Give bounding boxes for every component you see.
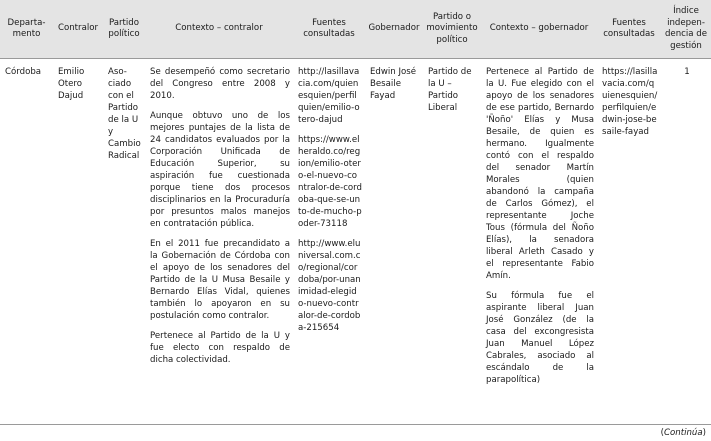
header-fuentes-contralor: Fuentes consultadas [293,0,365,59]
cell-partido-gobernador: Partido de la U – Partido Liberal [428,67,472,113]
header-gobernador: Gobernador [365,0,423,59]
cell-indice: 1 [684,67,690,77]
header-contexto-contralor: Contexto – contralor [145,0,293,59]
table-header [0,0,711,59]
continua-note: (Continúa) [660,428,706,438]
cell-fuentes-gobernador [597,59,661,423]
source-link[interactable]: http://lasillavacia.com/quienesquien/perfilquien/emilio-otero-dajud [298,67,360,125]
contexto-contralor-paragraph: En el 2011 fue precandidato a la Gobernación de Córdoba con el apoyo de los senadores del Partido de la U Musa Besaile y Bernardo Elías Vidal, quienes también lo apoyaron en su postulación como contralor. [150,239,290,321]
cell-partido-contralor: Aso-ciado con el Partido de la U y Cambio Radical [108,67,141,161]
cell-departamento: Córdoba [5,67,42,77]
contexto-gobernador-paragraph: Pertenece al Partido de la U. Fue elegido con el apoyo de los senadores de ese partido, Bernardo 'Ñoño' Elías y Musa Besaile, de quien es hermano. Igualmente contó con el respaldo del senador Martín Morales (quien abandonó la campaña de Carlos Gómez), el representante Joche Tous (fórmula del Ñoño Elías), la senadora liberal Arleth Casado y el representante Fabio Amín. [486,67,594,281]
header-partido-gobernador: Partido o movimiento político [423,0,481,59]
continua-label: Continúa [664,428,703,438]
contexto-gobernador-paragraph: Su fórmula fue el aspirante liberal Juan José González (de la casa del excongresista Juan Manuel López Cabrales, asociado al escándalo de la parapolítica) [486,291,594,385]
header-contralor: Contralor [53,0,103,59]
table-bottom-rule [0,424,711,425]
header-partido-contralor: Partido político [103,0,145,59]
cell-gobernador: Edwin José Besaile Fayad [370,67,417,101]
cell-fuentes-contralor [293,59,365,423]
cell-contexto-contralor [145,59,293,423]
contexto-contralor-paragraph: Pertenece al Partido de la U y fue electo con respaldo de dicha colectividad. [150,331,290,365]
header-contexto-gobernador: Contexto – gobernador [481,0,597,59]
source-link[interactable]: https://lasillavacia.com/quienesquien/perfilquien/edwin-jose-besaile-fayad [602,67,658,137]
header-indice: Índice indepen-dencia de gestión [661,0,711,59]
cell-contexto-gobernador [481,59,597,423]
source-link[interactable]: https://www.elheraldo.co/region/emilio-otero-el-nuevo-contralor-de-cordoba-que-se-unto-de-mucho-poder-73118 [298,135,363,229]
table-row [0,59,711,423]
contexto-contralor-paragraph: Aunque obtuvo uno de los mejores puntajes de la lista de 24 candidatos evaluados por la Corporación Unificada de Educación Superior, su aspiración fue cuestionada porque tiene dos procesos disciplinarios en la Procuraduría por presuntos malos manejos en contratación pública. [150,111,290,229]
header-fuentes-gobernador: Fuentes consultadas [597,0,661,59]
cell-contralor: Emilio Otero Dajud [58,67,85,101]
contexto-contralor-paragraph: Se desempeñó como secretario del Congreso entre 2008 y 2010. [150,67,290,101]
header-departamento: Departa-mento [0,0,53,59]
source-link[interactable]: http://www.eluniversal.com.co/regional/cordoba/por-unanimidad-elegido-nuevo-contralor-de-cordoba-215654 [298,239,361,333]
